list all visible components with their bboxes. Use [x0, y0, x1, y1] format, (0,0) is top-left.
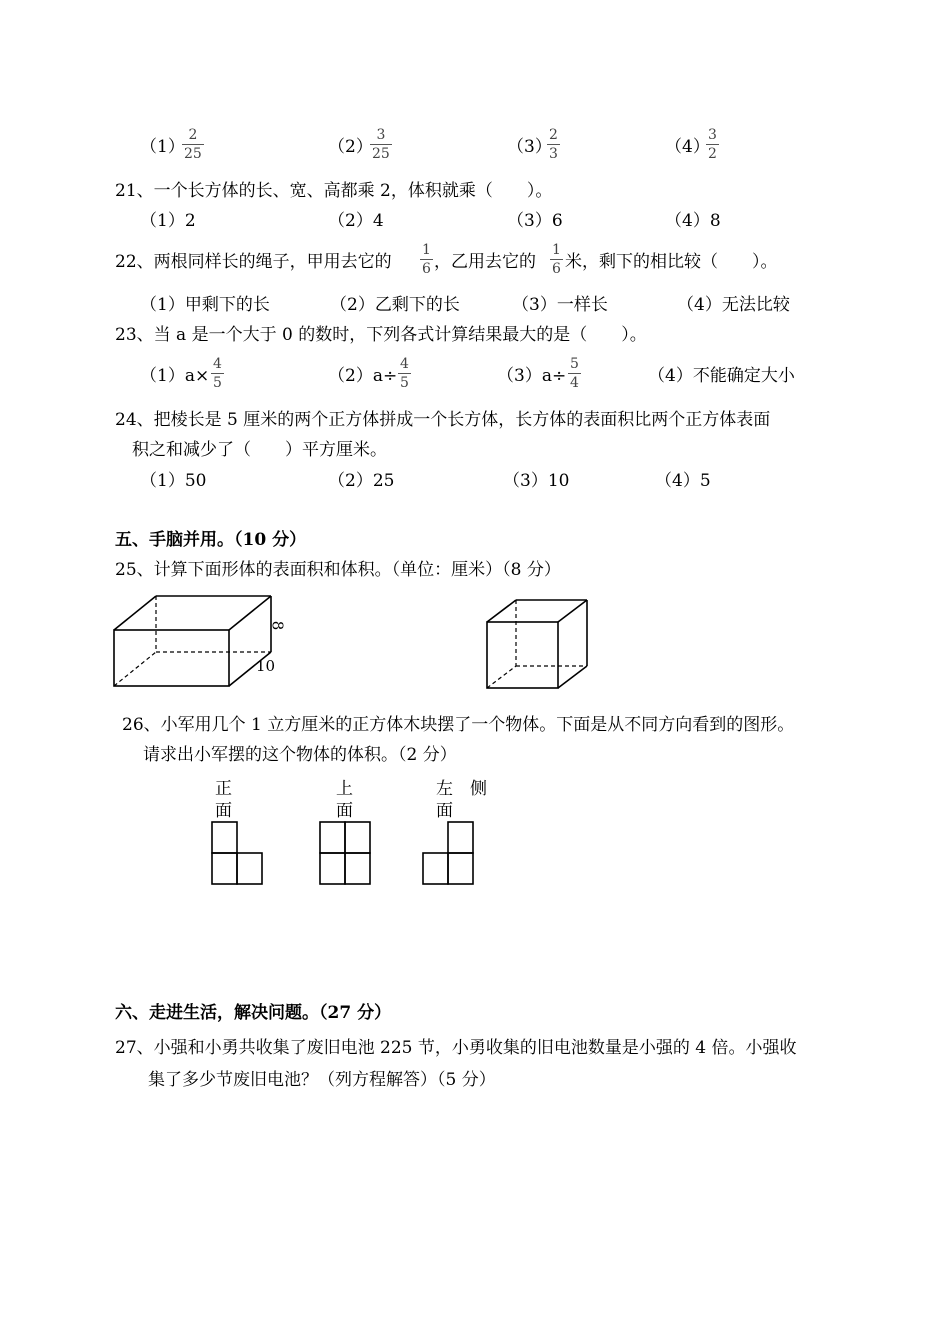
q24-question-line1: 24、把棱长是 5 厘米的两个正方体拼成一个长方体，长方体的表面积比两个正方体表面: [115, 410, 771, 430]
q20-option-2-label: （2）: [328, 137, 373, 157]
q27-question-line2: 集了多少节废旧电池？（列方程解答）（5 分）: [148, 1070, 496, 1090]
q21-option-4: （4）8: [665, 211, 721, 231]
q22-option-2: （2）乙剩下的长: [330, 295, 460, 315]
q24-option-4: （4）5: [655, 471, 711, 491]
q26-question-line1: 26、小军用几个 1 立方厘米的正方体木块摆了一个物体。下面是从不同方向看到的图形。: [122, 715, 795, 735]
q21-question: 21、一个长方体的长、宽、高都乘 2，体积就乘（ ）。: [115, 181, 553, 201]
q22-question-part1: 22、两根同样长的绳子，甲用去它的: [115, 252, 392, 272]
cuboid-width-label: 10: [256, 657, 276, 675]
view-front-label-line2: 面: [215, 801, 232, 821]
front-view-grid: [212, 822, 262, 884]
q25-question: 25、计算下面形体的表面积和体积。（单位：厘米）（8 分）: [115, 560, 561, 580]
view-top-label-line1: 上: [336, 779, 353, 799]
q23-option-1-label: （1）a×: [140, 366, 210, 386]
q20-option-3-label: （3）: [507, 137, 552, 157]
q22-option-4: （4）无法比较: [677, 295, 790, 315]
q22-fraction-1: 1 6: [422, 242, 431, 277]
q23-option-4: （4）不能确定大小: [648, 366, 795, 386]
q20-option-1-label: （1）: [140, 137, 185, 157]
q22-option-3: （3）一样长: [512, 295, 608, 315]
q22-question-part3: 米，剩下的相比较（ ）。: [565, 252, 778, 272]
section-6-heading: 六、走进生活，解决问题。（27 分）: [115, 1003, 392, 1023]
view-front-label-line1: 正: [215, 779, 232, 799]
q21-option-2: （2）4: [328, 211, 384, 231]
q23-option-1-fraction: 4 5: [213, 356, 222, 391]
cuboid-height-label: 8: [268, 620, 287, 631]
view-left-label-line1: 左 侧: [436, 779, 487, 799]
q21-option-1: （1）2: [140, 211, 196, 231]
q24-question-line2: 积之和减少了（ ）平方厘米。: [132, 440, 387, 460]
left-view-grid: [423, 822, 473, 884]
q26-question-line2: 请求出小军摆的这个物体的体积。（2 分）: [143, 745, 457, 765]
view-left-label-line2: 面: [436, 801, 453, 821]
q20-option-1-fraction: 2 25: [184, 127, 202, 162]
q20-option-2-fraction: 3 25: [372, 127, 390, 162]
q23-question: 23、当 a 是一个大于 0 的数时，下列各式计算结果最大的是（ ）。: [115, 325, 647, 345]
q20-option-4-label: （4）: [665, 137, 710, 157]
view-top-label-line2: 面: [336, 801, 353, 821]
q22-question-part2: ，乙用去它的: [434, 252, 536, 272]
q21-option-3: （3）6: [507, 211, 563, 231]
q22-fraction-2: 1 6: [552, 242, 561, 277]
q23-option-2-fraction: 4 5: [400, 356, 409, 391]
q22-option-1: （1）甲剩下的长: [140, 295, 270, 315]
q20-option-4-fraction: 3 2: [708, 127, 717, 162]
q27-question-line1: 27、小强和小勇共收集了废旧电池 225 节，小勇收集的旧电池数量是小强的 4 倍。小强收: [115, 1038, 797, 1058]
q24-option-2: （2）25: [328, 471, 395, 491]
q24-option-3: （3）10: [503, 471, 570, 491]
q23-option-3-fraction: 5 4: [570, 356, 579, 391]
q23-option-3-label: （3）a÷: [497, 366, 567, 386]
q20-option-3-fraction: 2 3: [549, 127, 558, 162]
q23-option-2-label: （2）a÷: [328, 366, 398, 386]
q24-option-1: （1）50: [140, 471, 207, 491]
top-view-grid: [320, 822, 370, 884]
section-5-heading: 五、手脑并用。（10 分）: [115, 530, 307, 550]
